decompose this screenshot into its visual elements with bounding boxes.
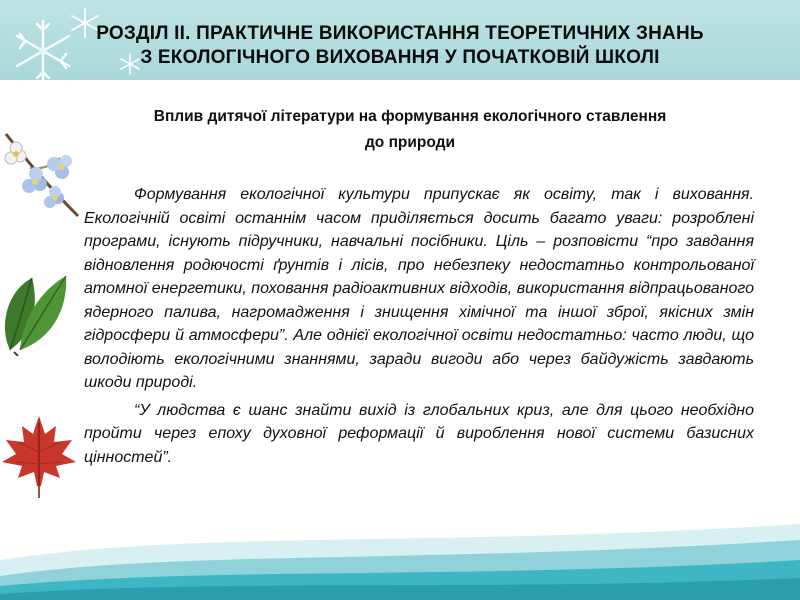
green-leaves-icon <box>2 270 70 356</box>
paragraph-1: Формування екологічної культури припускає як освіту, так і виховання. Екологічній освіті останнім часом приділяється досить багато уваги: розроблені програми, існують підручники, навчальні посібники. Ціль – розповісти “про завдання відновлення родючості ґрунтів і лісів, про небезпеку недостатньо контрольованої атомної енергетики, поховання радіоактивних відходів, використання відпрацьованого ядерного палива, нагромадження і знищення хімічної та іншої зброї, якісних змін гідросфери й атмосфери”. Але однієї екологічної освіти недостатньо: часто люди, що володіють екологічними знаннями, заради вигоди або через байдужість завдають шкоди природі. <box>84 186 754 391</box>
page-title <box>0 22 800 70</box>
page-title-line-1: РОЗДІЛ ІІ. ПРАКТИЧНЕ ВИКОРИСТАННЯ ТЕОРЕТИЧНИХ ЗНАНЬ <box>96 23 704 44</box>
paragraph-2: “У людства є шанс знайти вихід із глобальних криз, але для цього необхідно пройти через епоху духовної реформації й вироблення нової системи базисних цінностей”. <box>84 401 754 466</box>
page-subtitle <box>60 104 760 156</box>
wave-footer <box>0 520 800 600</box>
flowers-icon <box>0 128 82 220</box>
body-text <box>84 183 754 473</box>
subtitle-line-1: Вплив дитячої літератури на формування екологічного ставлення <box>153 108 667 125</box>
page-title-line-2: З ЕКОЛОГІЧНОГО ВИХОВАННЯ У ПОЧАТКОВІЙ ШКОЛІ <box>140 47 660 68</box>
subtitle-line-2: до природи <box>364 134 456 151</box>
maple-leaf-icon <box>0 412 78 500</box>
